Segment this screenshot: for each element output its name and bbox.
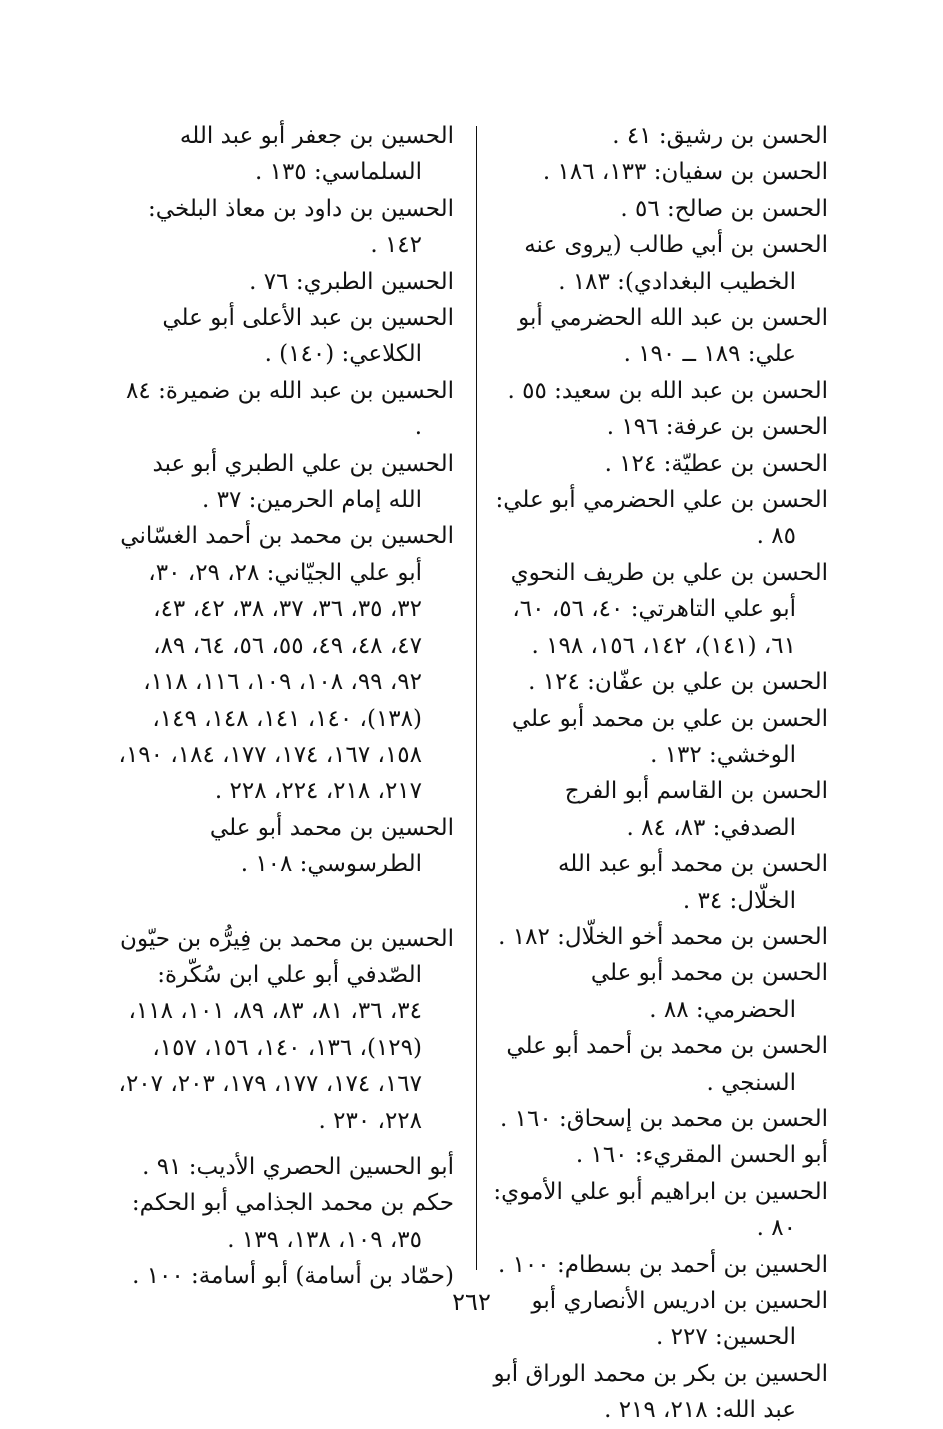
index-entry: الحسن بن علي بن عفّان: ١٢٤ . xyxy=(528,669,828,696)
index-entry: الحسين بن عبد الله بن ضميرة: ٨٤ . xyxy=(126,377,454,441)
index-entry: الحسن بن صالح: ٥٦ . xyxy=(620,195,828,222)
index-entry: الحسن بن محمد أخو الخلّال: ١٨٢ . xyxy=(498,923,828,950)
index-entry: الحسن بن علي بن طريف النحوي أبو علي التاهرتي: ٤٠، ٥٦، ٦٠، ٦١، (١٤١)، ١٤٢، ١٥٦، ١٩٨ . xyxy=(510,559,828,659)
index-entry: الحسين بن محمد بن أحمد الغسّاني أبو علي الجيّاني: ٢٨، ٢٩، ٣٠، ٣٢، ٣٥، ٣٦، ٣٧، ٣٨، ٤٢، ٤٣، ٤٧، ٤٨، ٤٩، ٥٥، ٥٦، ٦٤، ٨٩، ٩٢، ٩٩، ١٠٨، ١٠٩، ١١٦، ١١٨، (١٣٨)، ١٤٠، ١٤١، ١٤٨، ١٤٩، ١٥٨، ١٦٧، ١٧٤، ١٧٧، ١٨٤، ١٩٠، ٢١٧، ٢١٨، ٢٢٤، ٢٢٨ . xyxy=(118,523,454,805)
index-entry: الحسين بن جعفر أبو عبد الله السلماسي: ١٣٥ . xyxy=(179,123,454,186)
index-entry: الحسن بن عبد الله الحضرمي أبو علي: ١٨٩ ــ ١٩٠ . xyxy=(518,305,828,368)
index-entry: أبو الحسن المقريء: ١٦٠ . xyxy=(575,1142,828,1169)
index-entry: الحسن بن محمد بن أحمد أبو علي السنجي . xyxy=(506,1033,828,1096)
index-entry: الحسين الطبري: ٧٦ . xyxy=(249,268,454,295)
index-entry: الحسن بن محمد بن إسحاق: ١٦٠ . xyxy=(500,1105,828,1132)
index-column-right xyxy=(492,118,828,1429)
page-number: ٢٦٢ xyxy=(452,1288,491,1316)
index-entry: الحسن بن عرفة: ١٩٦ . xyxy=(606,414,828,441)
index-entry: الحسن بن سفيان: ١٣٣، ١٨٦ . xyxy=(542,159,828,186)
index-entry: حكم بن محمد الجذامي أبو الحكم: ٣٥، ١٠٩، ١٣٨، ١٣٩ . xyxy=(131,1190,454,1253)
index-entry: الحسن بن عبد الله بن سعيد: ٥٥ . xyxy=(507,377,828,404)
index-entry: الحسين بن محمد أبو علي الطرسوسي: ١٠٨ . xyxy=(209,814,454,878)
index-entry: الحسين بن داود بن معاذ البلخي: ١٤٢ . xyxy=(148,195,454,259)
index-entry: الحسن بن رشيق: ٤١ . xyxy=(612,123,828,149)
index-entry: الحسين بن ادريس الأنصاري أبو الحسين: ٢٢٧ . xyxy=(531,1288,828,1351)
index-entry: الحسين بن علي الطبري أبو عبد الله إمام الحرمين: ٣٧ . xyxy=(152,450,454,514)
index-entry: أبو الحسين الحصري الأديب: ٩١ . xyxy=(142,1153,454,1180)
index-entry: الحسن بن علي بن محمد أبو علي الوخشي: ١٣٢ . xyxy=(511,705,828,768)
index-entry: (حمّاد بن أسامة) أبو أسامة: ١٠٠ . xyxy=(132,1263,454,1290)
index-entry: الحسين بن محمد بن فِيرُّه بن حيّون الصّدفي أبو علي ابن سُكّرة: ٣٤، ٣٦، ٨١، ٨٣، ٨٩، ١٠١، ١١٨، (١٢٩)، ١٣٦، ١٤٠، ١٥٦، ١٥٧، ١٦٧، ١٧٤، ١٧٧، ١٧٩، ٢٠٣، ٢٠٧، ٢٢٨، ٢٣٠ . xyxy=(118,925,454,1134)
index-entry: الحسن بن القاسم أبو الفرج الصدفي: ٨٣، ٨٤ . xyxy=(564,778,828,841)
index-entry: الحسن بن علي الحضرمي أبو علي: ٨٥ . xyxy=(495,487,828,550)
index-entry: الحسين بن بكر بن محمد الوراق أبو عبد الله: ٢١٨، ٢١٩ . xyxy=(493,1360,828,1424)
index-entry: الحسين بن ابراهيم أبو علي الأموي: ٨٠ . xyxy=(493,1178,828,1242)
index-entry: الحسن بن محمد أبو عبد الله الخلّال: ٣٤ . xyxy=(557,851,828,914)
index-entry: الحسن بن محمد أبو علي الحضرمي: ٨٨ . xyxy=(590,960,828,1023)
column-divider xyxy=(476,126,477,1270)
index-entry: الحسين بن أحمد بن بسطام: ١٠٠ . xyxy=(497,1251,828,1278)
index-entry: الحسن بن عطيّة: ١٢٤ . xyxy=(604,450,828,477)
index-entry: الحسن بن أبي طالب (يروى عنه الخطيب البغدادي): ١٨٣ . xyxy=(524,232,828,295)
index-entry: الحسين بن عبد الأعلى أبو علي الكلاعي: (١٤٠) . xyxy=(162,305,454,368)
index-column-left xyxy=(118,118,454,1295)
